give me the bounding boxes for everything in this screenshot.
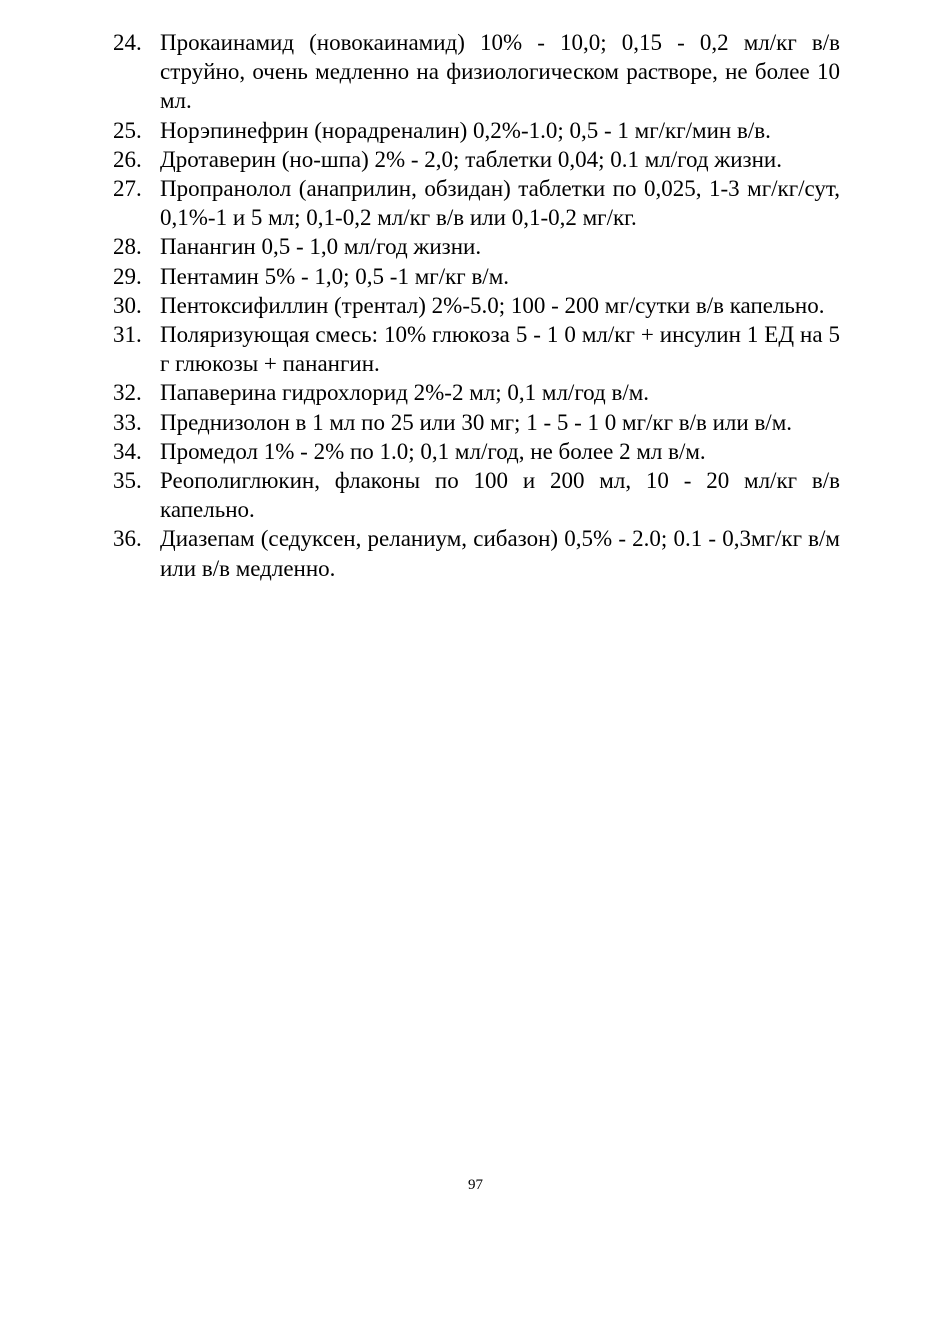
list-item (113, 174, 840, 232)
item-text: Панангин 0,5 - 1,0 мл/год жизни. (160, 234, 482, 260)
item-text: Поляризующая смесь: 10% глюкоза 5 - 1 0 мл/кг + инсулин 1 ЕД на 5 г глюкозы + панангин. (160, 322, 840, 377)
list-item (113, 116, 840, 145)
item-text: Папаверина гидрохлорид 2%-2 мл; 0,1 мл/год в/м. (160, 380, 650, 406)
list-item (113, 437, 840, 466)
item-text: Норэпинефрин (норадреналин) 0,2%-1.0; 0,5 - 1 мг/кг/мин в/в. (160, 117, 771, 143)
item-number: 27. (113, 176, 142, 202)
item-text: Пентоксифиллин (трентал) 2%-5.0; 100 - 200 мг/сутки в/в капельно. (160, 292, 825, 318)
item-text: Промедол 1% - 2% по 1.0; 0,1 мл/год, не более 2 мл в/м. (160, 438, 706, 464)
drug-list (113, 28, 840, 583)
list-item (113, 320, 840, 378)
item-number: 26. (113, 146, 142, 172)
list-item (113, 28, 840, 116)
item-text: Пропранолол (анаприлин, обзидан) таблетки по 0,025, 1-3 мг/кг/сут, 0,1%-1 и 5 мл; 0,1-0,2 мл/кг в/в или 0,1-0,2 мг/кг. (160, 176, 840, 231)
item-number: 31. (113, 322, 142, 348)
list-item (113, 466, 840, 524)
item-text: Преднизолон в 1 мл по 25 или 30 мг; 1 - 5 - 1 0 мг/кг в/в или в/м. (160, 409, 793, 435)
item-number: 30. (113, 292, 142, 318)
item-number: 34. (113, 438, 142, 464)
item-number: 32. (113, 380, 142, 406)
item-text: Дротаверин (но-шпа) 2% - 2,0; таблетки 0,04; 0.1 мл/год жизни. (160, 146, 782, 172)
item-text: Пентамин 5% - 1,0; 0,5 -1 мг/кг в/м. (160, 263, 509, 289)
item-text: Диазепам (седуксен, реланиум, сибазон) 0,5% - 2.0; 0.1 - 0,3мг/кг в/м или в/в медленно. (160, 526, 840, 581)
item-number: 28. (113, 234, 142, 260)
item-text: Прокаинамид (новокаинамид) 10% - 10,0; 0,15 - 0,2 мл/кг в/в струйно, очень медленно на физиологическом растворе, не более 10 мл. (160, 30, 840, 114)
item-number: 35. (113, 468, 142, 494)
list-item (113, 524, 840, 582)
list-item (113, 262, 840, 291)
list-item (113, 378, 840, 407)
list-item (113, 232, 840, 261)
item-number: 25. (113, 117, 142, 143)
item-number: 33. (113, 409, 142, 435)
item-number: 24. (113, 30, 142, 55)
item-number: 29. (113, 263, 142, 289)
item-text: Реополиглюкин, флаконы по 100 и 200 мл, 10 - 20 мл/кг в/в капельно. (160, 468, 840, 523)
list-item (113, 145, 840, 174)
list-item (113, 291, 840, 320)
list-item (113, 408, 840, 437)
item-number: 36. (113, 526, 142, 552)
page-number: 97 (468, 1177, 483, 1193)
